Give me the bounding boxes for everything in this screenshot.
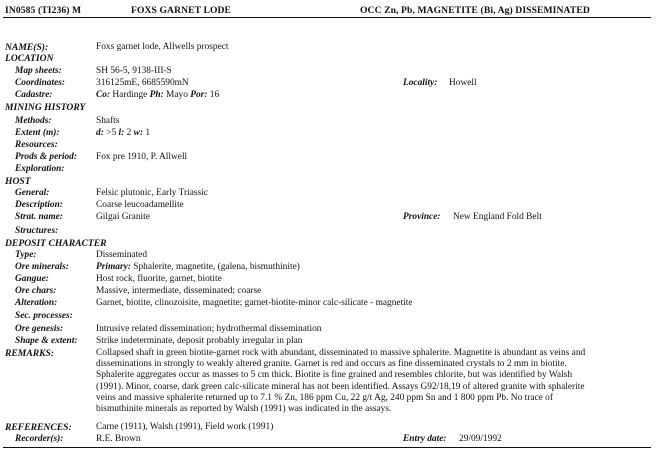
type-row [0, 250, 657, 261]
por-label: Por: [190, 90, 208, 100]
co-value: Hardinge [112, 90, 148, 100]
coordinates-value: 316125mE, 6685590mN [96, 78, 189, 88]
description-value: Coarse leucoadamellite [96, 200, 184, 210]
gangue-value: Host rock, fluorite, garnet, biotite [96, 274, 222, 284]
remarks-heading: REMARKS: [5, 348, 55, 359]
location-heading: LOCATION [5, 53, 54, 64]
length-value: 2 [126, 128, 132, 138]
locality-value: Howell [449, 78, 477, 88]
prods-value: Fox pre 1910, P. Allwell [96, 152, 188, 162]
remarks-text [96, 348, 649, 415]
methods-row [0, 116, 657, 127]
type-value: Disseminated [96, 250, 148, 260]
ore-genesis-label: Ore genesis: [15, 324, 64, 334]
primary-label: Primary: [96, 262, 131, 272]
footer-rule [3, 447, 651, 448]
remarks-line: disseminations in strongly to weakly altered granite. Garnet is red and occurs as fine disseminated crystals to 2 mm in biotite. [96, 359, 567, 370]
depth-value: >5 [106, 128, 117, 138]
prods-row [0, 152, 657, 163]
record-id: IN0585 (TI236) M [5, 5, 82, 16]
structures-row [0, 226, 657, 237]
alteration-row [0, 298, 657, 309]
methods-value: Shafts [96, 116, 120, 126]
recorder-label: Recorder(s): [15, 434, 64, 444]
coordinates-row [0, 78, 657, 89]
record-header [3, 1, 651, 17]
structures-label: Structures: [15, 226, 59, 236]
gangue-row [0, 274, 657, 285]
general-row [0, 188, 657, 199]
alteration-value: Garnet, biotite, clinozoisite, magnetite; garnet-biotite-minor calc-silicate - magnetite [96, 298, 413, 308]
type-label: Type: [15, 250, 37, 260]
ph-label: Ph: [149, 90, 164, 100]
ore-chars-label: Ore chars: [15, 286, 57, 296]
entry-date-label: Entry date: [403, 434, 447, 444]
exploration-label: Exploration: [15, 164, 65, 174]
map-sheets-row [0, 66, 657, 77]
depth-label: d: [96, 128, 104, 138]
deposit-heading-row [0, 238, 657, 249]
ore-chars-row [0, 286, 657, 297]
mining-heading-row [0, 102, 657, 113]
sec-processes-row [0, 311, 657, 322]
references-row [0, 422, 657, 433]
shape-extent-label: Shape & extent: [15, 336, 78, 346]
shape-row [0, 336, 657, 347]
province-value: New England Fold Belt [453, 212, 542, 222]
description-label: Description: [15, 200, 63, 210]
province-label: Province: [403, 212, 441, 222]
extent-label: Extent (m): [15, 128, 60, 138]
prods-label: Prods & period: [15, 152, 77, 162]
strat-name-label: Strat. name: [15, 212, 63, 222]
remarks-line: veins and massive sphalerite returned up to 7.1 % Zn, 186 ppm Cu, 22 g/t Ag, 240 ppm Sn and 1 800 ppm Pb. No trace of [96, 392, 553, 403]
width-label: w: [133, 128, 143, 138]
host-heading-row [0, 176, 657, 187]
ore-minerals-label: Ore minerals: [15, 262, 69, 272]
recorder-row [0, 434, 657, 445]
ore-genesis-value: Intrusive related dissemination; hydrothermal dissemination [96, 324, 322, 334]
resources-label: Resources: [15, 140, 58, 150]
cadastre-row [0, 90, 657, 101]
remarks-line: bismuthinite minerals as reported by Walsh (1991) was indicated in the assays. [96, 403, 392, 414]
ore-minerals-value [96, 262, 300, 273]
deposit-character-heading: DEPOSIT CHARACTER [5, 238, 107, 249]
map-sheets-value: SH 56-5, 9138-III-S [96, 66, 172, 76]
sec-processes-label: Sec. processes: [15, 311, 73, 321]
ore-chars-value: Massive, intermediate, disseminated; coarse [96, 286, 262, 296]
co-label: Co: [96, 90, 111, 100]
ore-genesis-row [0, 324, 657, 335]
locality-label: Locality: [403, 78, 438, 88]
primary-minerals: Sphalerite, magnetite, (galena, bismuthinite) [133, 262, 300, 272]
general-label: General: [15, 188, 50, 198]
entry-date-value: 29/09/1992 [459, 434, 502, 444]
por-value: 16 [209, 90, 220, 100]
map-sheets-label: Map sheets: [15, 66, 62, 76]
header-rule [3, 17, 651, 18]
deposit-title: FOXS GARNET LODE [131, 5, 232, 16]
strat-row [0, 212, 657, 223]
gangue-label: Gangue: [15, 274, 49, 284]
ore-minerals-row [0, 262, 657, 273]
extent-row [0, 128, 657, 139]
references-heading: REFERENCES: [5, 422, 72, 433]
alteration-label: Alteration: [15, 298, 58, 308]
strat-name-value: Gilgai Granite [96, 212, 150, 222]
references-value: Carne (1911), Walsh (1991), Field work (1991) [96, 422, 274, 432]
coordinates-label: Coordinates: [15, 78, 66, 88]
description-row [0, 200, 657, 211]
name-row [0, 42, 657, 53]
mining-history-heading: MINING HISTORY [5, 102, 86, 113]
methods-label: Methods: [15, 116, 52, 126]
length-label: l: [118, 128, 125, 138]
remarks-line: Collapsed shaft in green biotite-garnet rock with abundant, disseminated to massive sphalerite. Magnetite is abundant as veins and [96, 348, 586, 358]
extent-value [96, 128, 150, 139]
general-value: Felsic plutonic, Early Triassic [96, 188, 208, 198]
host-heading: HOST [5, 176, 31, 187]
shape-extent-value: Strike indeterminate, deposit probably irregular in plan [96, 336, 303, 346]
name-label: NAME(S): [5, 42, 49, 53]
recorder-value: R.E. Brown [96, 434, 141, 444]
resources-row [0, 140, 657, 151]
cadastre-label: Cadastre: [15, 90, 53, 100]
exploration-row [0, 164, 657, 175]
width-value: 1 [145, 128, 150, 138]
location-heading-row [0, 53, 657, 64]
remarks-line: Sphalerite aggregates occur as masses to 5 cm thick. Biotite is fine grained and resembles chlorite, but was identified by Walsh [96, 370, 573, 381]
cadastre-value [96, 90, 219, 101]
remarks-line: (1991). Minor, coarse, dark green calc-silicate mineral has not been identified. Assays G92/18,19 of altered granite with sphalerite [96, 381, 585, 392]
ph-value: Mayo [166, 90, 188, 100]
occurrence-summary: OCC Zn, Pb, MAGNETITE (Bi, Ag) DISSEMINATED [360, 5, 590, 16]
name-value: Foxs garnet lode, Allwells prospect [96, 42, 229, 52]
